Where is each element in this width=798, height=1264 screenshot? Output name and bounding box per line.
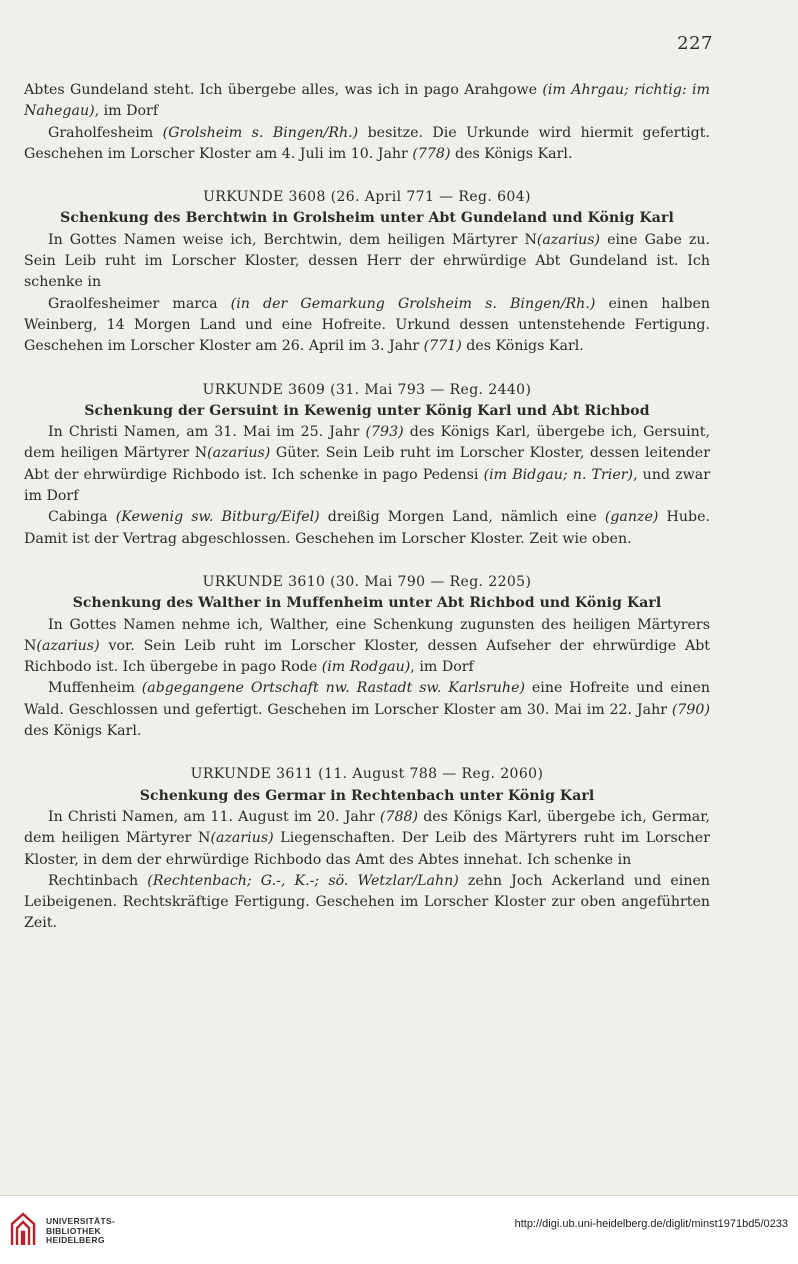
italic-annotation: (azarius)	[36, 637, 100, 654]
text-run: des Königs Karl.	[461, 338, 584, 355]
text-run: besitze. Die Urkunde wird hiermit gefertigt. Geschehen im Lorscher Kloster am 4. Juli im 10. Jahr	[24, 124, 710, 162]
section-gap	[24, 742, 710, 764]
italic-annotation: (azarius)	[536, 231, 601, 248]
paragraph	[24, 807, 710, 871]
source-url-link[interactable]: http://digi.ub.uni-heidelberg.de/diglit/minst1971bd5/0233	[514, 1218, 788, 1230]
italic-annotation: (im Ahrgau; richtig: im Nahegau)	[24, 82, 710, 120]
text-run: In Christi Namen, am 11. August im 20. Jahr	[48, 808, 380, 825]
text-run: des Königs Karl.	[450, 145, 573, 162]
text-run: In Gottes Namen nehme ich, Walther, eine Schenkung zugunsten des heiligen Märtyrers N	[24, 616, 710, 654]
text-run: Graholfesheim	[48, 124, 163, 141]
text-run: Muffenheim	[48, 680, 142, 697]
text-run: Abtes Gundeland steht. Ich übergebe alles, was ich in pago Arahgowe	[24, 82, 543, 98]
logo-line-2: BIBLIOTHEK	[46, 1225, 101, 1236]
italic-annotation: (793)	[365, 424, 404, 441]
text-run: In Gottes Namen weise ich, Berchtwin, dem heiligen Märtyrer N	[48, 231, 537, 248]
paragraph	[24, 123, 710, 166]
text-run: Graolfesheimer marca	[48, 295, 231, 312]
charter-title: Schenkung des Berchtwin in Grolsheim unter Abt Gundeland und König Karl	[60, 210, 674, 227]
logo-line-3: HEIDELBERG	[46, 1235, 105, 1245]
text-run: , und zwar im Dorf	[24, 466, 710, 505]
text-run: In Christi Namen, am 31. Mai im 25. Jahr	[48, 424, 366, 441]
italic-annotation: (azarius)	[207, 445, 271, 462]
italic-annotation: (in der Gemarkung Grolsheim s. Bingen/Rh.)	[230, 295, 596, 312]
paragraph	[24, 678, 710, 742]
text-run: , im Dorf	[94, 103, 159, 120]
library-logo-text[interactable]	[46, 1217, 115, 1246]
text-run: zehn Joch Ackerland und einen Leibeigenen. Rechtskräftige Fertigung. Geschehen im Lorscher Kloster zur oben angeführten Zeit.	[24, 872, 711, 932]
section-gap	[24, 165, 710, 187]
text-run: des Königs Karl, übergebe ich, Gersuint, dem heiligen Märtyrer N	[24, 424, 710, 462]
charter-heading: URKUNDE 3608 (26. April 771 — Reg. 604)	[203, 189, 531, 206]
text-run: des Königs Karl.	[24, 723, 142, 740]
paragraph	[24, 615, 710, 679]
footer-bar	[0, 1195, 798, 1264]
charter-title: Schenkung des Germar in Rechtenbach unter König Karl	[139, 787, 595, 804]
document-body	[24, 80, 710, 935]
italic-annotation: (788)	[379, 808, 419, 825]
text-run: Güter. Sein Leib ruht im Lorscher Kloster, dessen leitender Abt der ehrwürdige Richbodo ist. Ich schenke in pago Pedensi	[24, 445, 710, 483]
paragraph	[24, 80, 710, 123]
text-run: Rechtinbach	[48, 872, 148, 889]
charter-heading: URKUNDE 3609 (31. Mai 793 — Reg. 2440)	[202, 381, 532, 398]
text-run: einen halben Weinberg, 14 Morgen Land und eine Hofreite. Urkund dessen untenstehende Fertigung. Geschehen im Lorscher Kloster am 26. April im 3. Jahr	[24, 295, 711, 355]
text-run: eine Hofreite und einen Wald. Geschlossen und gefertigt. Geschehen im Lorscher Kloster am 30. Mai im 22. Jahr	[24, 680, 711, 718]
charter-heading: URKUNDE 3611 (11. August 788 — Reg. 2060)	[190, 766, 544, 783]
paragraph	[24, 507, 710, 550]
italic-annotation: (im Rodgau)	[321, 659, 411, 676]
section-gap	[24, 550, 710, 572]
paragraph	[24, 422, 710, 507]
page-number: 227	[677, 33, 713, 54]
paragraph	[24, 230, 710, 294]
paragraph	[24, 871, 710, 935]
section-gap	[24, 358, 710, 380]
charter-title: Schenkung des Walther in Muffenheim unter Abt Richbod und König Karl	[72, 595, 662, 612]
italic-annotation: (abgegangene Ortschaft nw. Rastadt sw. Karlsruhe)	[141, 680, 526, 697]
italic-annotation: (azarius)	[210, 830, 274, 847]
logo-line-1: UNIVERSITÄTS-	[46, 1216, 116, 1226]
italic-annotation: (ganze)	[604, 509, 659, 526]
italic-annotation: (778)	[412, 145, 451, 162]
library-logo-icon[interactable]	[8, 1212, 38, 1246]
charter-heading: URKUNDE 3610 (30. Mai 790 — Reg. 2205)	[202, 573, 532, 590]
italic-annotation: (790)	[671, 701, 710, 718]
italic-annotation: (Grolsheim s. Bingen/Rh.)	[162, 124, 359, 141]
italic-annotation: (im Bidgau; n. Trier)	[483, 466, 634, 483]
italic-annotation: (771)	[423, 338, 462, 355]
text-run: , im Dorf	[410, 659, 474, 676]
paragraph	[24, 294, 710, 358]
text-run: des Königs Karl, übergebe ich, Germar, dem heiligen Märtyrer N	[24, 808, 710, 847]
text-run: dreißig Morgen Land, nämlich eine	[319, 509, 605, 526]
text-run: Hube. Damit ist der Vertrag abgeschlossen. Geschehen im Lorscher Kloster. Zeit wie oben.	[24, 509, 711, 547]
text-run: vor. Sein Leib ruht im Lorscher Kloster, dessen Aufseher der ehrwürdige Abt Richbodo ist. Ich übergebe in pago Rode	[24, 637, 710, 676]
italic-annotation: (Kewenig sw. Bitburg/Eifel)	[115, 509, 320, 526]
text-run: Cabinga	[48, 509, 116, 526]
text-run: eine Gabe zu. Sein Leib ruht im Lorscher Kloster, dessen Herr der ehrwürdige Abt Gundeland ist. Ich schenke in	[24, 231, 711, 291]
italic-annotation: (Rechtenbach; G.-, K.-; sö. Wetzlar/Lahn)	[147, 872, 459, 889]
charter-title: Schenkung der Gersuint in Kewenig unter König Karl und Abt Richbod	[84, 402, 650, 419]
text-run: Liegenschaften. Der Leib des Märtyrers ruht im Lorscher Kloster, in dem der ehrwürdige Richbodo das Amt des Abtes innehat. Ich schenke in	[24, 830, 710, 868]
